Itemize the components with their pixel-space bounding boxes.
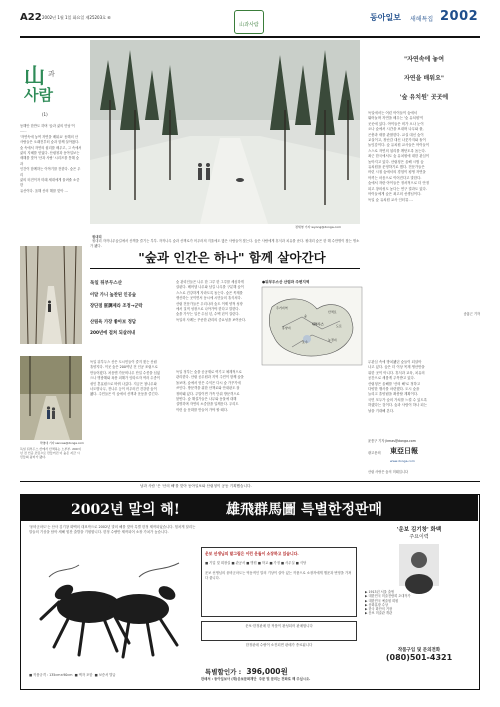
winter-path-photo (20, 246, 82, 344)
header-rule (20, 36, 480, 38)
article-sub-2: 장단점 胚調제라 조정→군락 (90, 304, 143, 309)
sidebar-intro: 동해안 한반도 하며 '숲과 삶의 만남'이 …… '자연속에 놓여 자연을 배워요' 동해의 산 사람들은 오래전부터 숲과 함께 살아왔다. 숲 속에서 자연의 섭리를 배우고, 그 속에서 삶의 지혜를 얻었다. 산림청과 동아일보는 새해를 맞아 '산과 사람' 시리즈를 통해 숲과 인간이 함께하는 이야기를 전한다. 숲은 우리 삶의 터전이자 미래 세대에게 물려줄 소중한 유산이다. 올해 산의 해를 맞아 … (20, 124, 82, 193)
ad-stock-note: 한정판매 수량이 소진되면 판매가 종료됩니다 (245, 643, 313, 647)
map-label-5: 뒤부두스 (312, 322, 324, 326)
hero-photo (90, 40, 360, 224)
series-note: 남과 사람 '은 '산의 해'를 맞아 동아일보와 산림청이 공동 기획했습니다. (140, 484, 252, 488)
contact-label: 작품구입 및 문의전화 (397, 648, 441, 653)
forest-map (262, 280, 362, 368)
series-logo-text: 山과사람 (239, 22, 259, 28)
contact-phone[interactable]: (080)501-4321 (385, 653, 453, 662)
right-col-byline: 윤종구 기자 jkmas@donga.com (368, 439, 416, 443)
title-and: 과 (48, 70, 55, 78)
page-number: A22 (20, 12, 42, 23)
walkers-photo-credit: 박영대 기자 sannae@donga.com (40, 441, 84, 445)
quote-line-2: 자연을 배워요" (404, 75, 444, 82)
paper-name: 동아일보 (370, 13, 401, 22)
advert-name: 東亞日報 (390, 446, 418, 455)
article-sub-3: 산림욕 가장 좋아보 정담 (90, 320, 136, 325)
article-subheads (90, 280, 170, 360)
ad-price (205, 659, 355, 676)
quote-byline: 송홍근 기자 (463, 312, 480, 316)
artist-portrait (399, 544, 439, 586)
ad-owners-head: 운보 선생님의 말그림은 이런 운들이 소장하고 있습니다. (205, 551, 299, 556)
headline-rule (90, 268, 360, 269)
artist-title: '운보 김기창' 화백 (396, 527, 442, 533)
sidebar-title (20, 60, 82, 120)
walkers-caption: 독일 뒤부두스 산에서 산책하는 노부부. 200여년 전 인공 조림으로 만들어진 이 숲은 지금 시민들의 쉼터가 됐다. (20, 447, 81, 459)
title-people: 사람 (24, 86, 53, 104)
section-name: 새해특집 (410, 16, 434, 23)
ad-headline-bar (21, 495, 478, 521)
horse-painting (29, 547, 194, 669)
ad-contact (365, 647, 473, 673)
ad-limited-note: 운보·한정판매 한 작품이 완성되어 판매합니다 (201, 621, 357, 641)
right-col-footnote: 산림 사랑은 숲의 미래입니다 (368, 470, 408, 474)
ad-spec: ■ 작품규격 : 135cm×90cm ■ 액자 포함 ■ 보증서 발급 (29, 673, 116, 677)
article-col-3: 독일 정부는 숲을 공공재로 여기고 체계적으로 관리한다. 산림 공무원과 지역 주민이 함께 숲을 돌보며, 숲에서 얻은 수익은 다시 숲 가꾸기에 쓰인다. 방문객을 위한 산책로와 안내판도 잘 정비돼 있다. 주말이면 가족 단위 방문객으로 붐빈다. 숲 해설가들은 나무와 동물에 대해 설명하며 자연의 소중함을 일깨운다. 우리도 이런 숲 문화를 만들어 가야 할 때다. (176, 370, 244, 412)
artist-bio: ▶ 1913년 서울 출생 ▶ 대한민국 미술전람회 초대작가 ▶ 대한민국 예술원 회원 ▶ 문화훈장 수상 ▶ 한국 화단의 거장 ▶ 운보 미술관 개관 (365, 590, 411, 616)
quote-line-3: '숲 유치원' 곳곳에 (399, 94, 449, 101)
hero-caption-label: 원대리 (92, 235, 102, 240)
article-col-1: 독일 뒤부두스 산은 도시민들이 즐겨 찾는 산림 휴양지다. 이곳 숲은 200여년 전 인공 조림으로 만들어졌다. 처음엔 가문비나무 단일 수종을 심었 으나 병충해와 폭풍 피해가 잇따르자 여러 수종이 섞인 혼효림으로 바꿔 나갔다. 지금은 참나무와 너도밤나무, 전나무 등이 어우러진 건강한 숲이 됐다. 주민들은 이 숲에서 산책과 운동을 즐긴다. (90, 360, 160, 397)
ad-headline-left: 2002년 말의 해! (71, 502, 180, 518)
map-label-6: 호수 (302, 340, 308, 344)
article-sub-1: 이달 가니 높찬된 인공숲 (90, 293, 136, 298)
series-number: (1) (42, 112, 48, 117)
headline: "숲과 인간은 하나" 함께 살아간다 (138, 250, 326, 265)
quote-body: 독일에서는 어린 아이들이 숲에서 뛰어놀며 자연을 배우는 '숲 유치원'이 곳곳에 있다. 아이들은 비가 오나 눈이 오나 숲에서 시간을 보내며 나무와 풀, 곤충과 새를 관찰한다. 교실 대신 숲이 교실이고, 장난감 대신 나뭇가지와 돌이 놀잇감이다. 숲 유치원 교사들은 아이들이 스스로 자연의 섭리를 깨닫도록 돕는다. 최근 한국에서도 숲 유치원에 대한 관심이 높아지고 있다. 산림청은 올해 시범 숲 유치원을 운영하기로 했다. 전문가들은 어린 시절 숲에서의 경험이 평생 자연을 아끼는 마음으로 이어진다고 말한다. 숲에서 자란 아이들은 정서적으로 더 안정 되고 창의성도 높다는 연구 결과도 있다. 아이들에게 숲은 최고의 선생님이다. 독일 숲 유치원 교사 인터뷰 … (368, 111, 430, 202)
map-label-3: 산책로 (328, 310, 337, 314)
dateline: 2002년 1월 1일 화요일 제25203호 ⑥ (42, 15, 111, 20)
series-logo (234, 10, 264, 34)
ad-owners-box (201, 547, 357, 617)
hero-photo-credit: 정세영 기자 wyong@donga.com (295, 225, 342, 229)
article-heading: 독일 뒤부두스산 (90, 281, 122, 286)
quote-line-1: "자연속에 놓여 (404, 56, 444, 63)
ad-footer: 판매처 : 동아일보사 (재)운보문화재단 주문 및 문의는 전화로 해 주십시오. (201, 677, 311, 681)
hero-caption-text: 원대리 자작나무숲길에서 산책을 즐기는 부부. 자작나무 숲과 산책로가 어우러져 겨울에도 많은 사람들이 찾는다. 숲은 사람에게 휴식과 치유를 준다. 원대리 숲은 한 해 수만명이 찾는 명소가 됐다. (90, 239, 360, 248)
ad-artist (365, 525, 473, 645)
ad-headline-right: 雄飛群馬圖 특별한정판매 (226, 502, 383, 518)
right-col-body: 무관심 속에 방치됐던 숲들이 되살아 나고 있다. 숲은 더 이상 목재 생산만을 위한 곳이 아니다. 휴식과 교육, 치유의 공간으로 새롭게 주목받고 있다. 산림청은 올해를 '산의 해'로 정하고 다양한 행사를 마련했다. 도시 숲을 늘리고 휴양림을 확충할 계획이다. 국민 모두가 숲의 가치를 느낄 수 있도록 하겠다는 것이다. 숲과 사람이 하나 되는 날을 기대해 본다. (368, 360, 427, 413)
ad-price-label: 특별할인가 : (205, 668, 242, 676)
quote-box (368, 54, 480, 354)
map-label-4: 휴양지 (282, 326, 291, 330)
map-label-2: 숲 (304, 314, 307, 318)
ad-frame (20, 494, 480, 690)
advert-label: 광고문의 (368, 451, 381, 455)
article-col-2: 숲 관리인들은 나무 한 그루 한 그루를 세심하게 살핀다. 베어낼 나무와 남길 나무를 구분해 숲이 스스로 건강하게 자라도록 돕는다. 숲은 목재를 생산하는 곳이면서 동시에 시민들의 휴식처다. 산림 전문가들은 우리나라 숲도 이제 양적 성장 에서 질적 성장으로 나아가야 한다고 말한다. 숲을 가꾸는 일은 수십 년, 수백 년이 걸린다. 독일의 사례는 꾸준한 관리의 중요성을 보여준다. (176, 280, 246, 322)
advert-contact (368, 446, 480, 468)
article-bottom-rule (20, 481, 480, 482)
article-sub-4: 200년에 걸쳐 되살려내 (90, 331, 136, 336)
map-label-7: 농경지 (328, 338, 337, 342)
hero-caption (90, 231, 360, 248)
page-header (20, 10, 480, 36)
site-url[interactable]: www.donga.com (390, 459, 415, 463)
year: 2002 (440, 9, 479, 24)
title-mountain: 山 (24, 63, 45, 88)
ad-price-value: 396,000원 (246, 667, 288, 676)
map-label-8: 도로 (336, 324, 342, 328)
artist-sub: 주요이력 (409, 534, 429, 540)
map-title: ●뒤부두스산 산림과 주변지역 (262, 280, 310, 284)
ad-intro: '웅비군마도'는 산사 김기창 화백의 대표작으로 2002년 말의 해를 맞아 특별 한정 제작되었습니다. 힘차게 달리는 말들의 기상을 담아 새해 힘찬 출발을 기원합니다. 한정 수량만 제작되어 소장 가치가 높습니다. (29, 525, 196, 534)
walkers-photo (20, 356, 82, 440)
ad-owners-items: ■ 기업 및 회장실 ■ 관공서 ■ 병원 ■ 학교 ■ 가정 ■ 사무실 ■ 식당 (205, 561, 307, 565)
map-label-1: 주거지역 (276, 306, 288, 310)
ad-owners-text: 운보 선생님의 웅비군마도는 역동적인 말의 기상이 살아 있는 작품으로 소장자에게 행운과 번영을 가져다 줍니다. (205, 571, 352, 581)
